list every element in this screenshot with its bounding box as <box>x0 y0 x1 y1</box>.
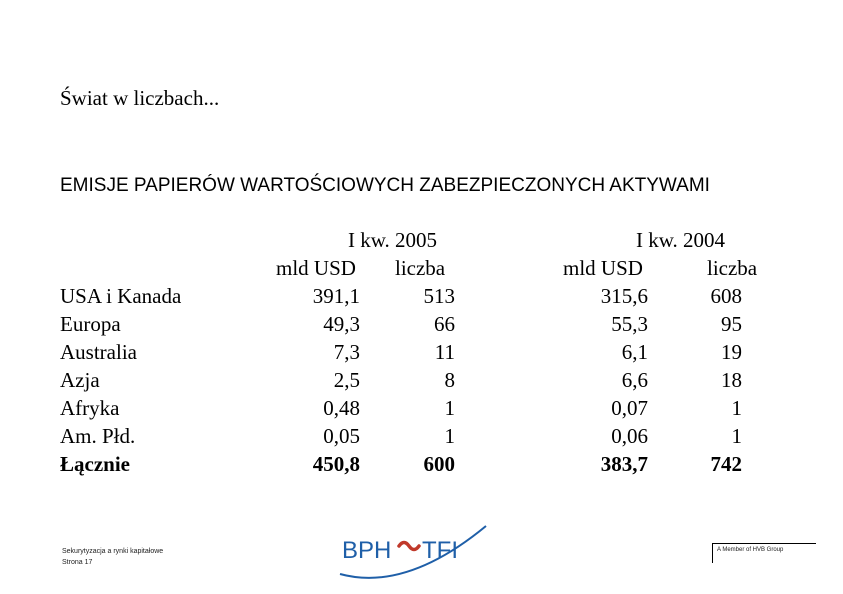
logo-text-tfi: TFI <box>422 537 458 564</box>
row-v2004: 6,6 <box>621 368 648 392</box>
footer-presentation-title: Sekurytyzacja a rynki kapitałowe <box>62 548 164 555</box>
row-v2004: 315,6 <box>600 284 648 308</box>
logo-text-bph: BPH <box>342 537 392 564</box>
total-v2005: 450,8 <box>312 452 360 476</box>
footer-left <box>62 546 163 568</box>
subheader-liczba-2004: liczba <box>707 256 758 280</box>
row-n2005: 1 <box>444 396 455 420</box>
row-n2004: 18 <box>721 368 742 392</box>
row-n2005: 66 <box>434 312 455 336</box>
row-n2004: 95 <box>721 312 742 336</box>
row-v2004: 6,1 <box>621 340 648 364</box>
total-v2004: 383,7 <box>600 452 648 476</box>
row-n2004: 1 <box>731 424 742 448</box>
total-n2005: 600 <box>423 452 455 476</box>
row-v2004: 55,3 <box>611 312 648 336</box>
period-2005: I kw. 2005 <box>348 228 438 252</box>
row-n2005: 11 <box>434 340 455 364</box>
table-heading: EMISJE PAPIERÓW WARTOŚCIOWYCH ZABEZPIECZONYCH AKTYWAMI <box>60 175 710 196</box>
row-v2004: 0,06 <box>611 424 648 448</box>
row-region: USA i Kanada <box>60 284 182 308</box>
row-n2005: 513 <box>423 284 455 308</box>
logo-tilde <box>399 543 419 550</box>
row-v2004: 0,07 <box>611 396 648 420</box>
footer-page-number: Strona 17 <box>62 559 93 566</box>
row-n2004: 1 <box>731 396 742 420</box>
subheader-mld-usd-2005: mld USD <box>276 256 356 280</box>
row-n2005: 1 <box>444 424 455 448</box>
row-n2004: 19 <box>721 340 742 364</box>
row-region: Am. Płd. <box>60 424 136 448</box>
row-v2005: 7,3 <box>333 340 360 364</box>
page-title: Świat w liczbach... <box>60 86 220 110</box>
row-v2005: 49,3 <box>323 312 360 336</box>
footer-member-note: A Member of HVB Group <box>712 543 816 563</box>
total-region: Łącznie <box>60 452 130 476</box>
row-region: Europa <box>60 312 121 336</box>
period-2004: I kw. 2004 <box>636 228 726 252</box>
row-region: Australia <box>60 340 137 364</box>
subheader-liczba-2005: liczba <box>395 256 446 280</box>
row-v2005: 391,1 <box>312 284 360 308</box>
row-n2005: 8 <box>444 368 455 392</box>
row-region: Afryka <box>60 396 120 420</box>
subheader-mld-usd-2004: mld USD <box>563 256 643 280</box>
row-v2005: 0,05 <box>323 424 360 448</box>
total-n2004: 742 <box>710 452 742 476</box>
row-v2005: 0,48 <box>323 396 360 420</box>
row-v2005: 2,5 <box>333 368 360 392</box>
row-region: Azja <box>60 368 100 392</box>
bph-tfi-logo <box>336 522 496 586</box>
row-n2004: 608 <box>710 284 742 308</box>
